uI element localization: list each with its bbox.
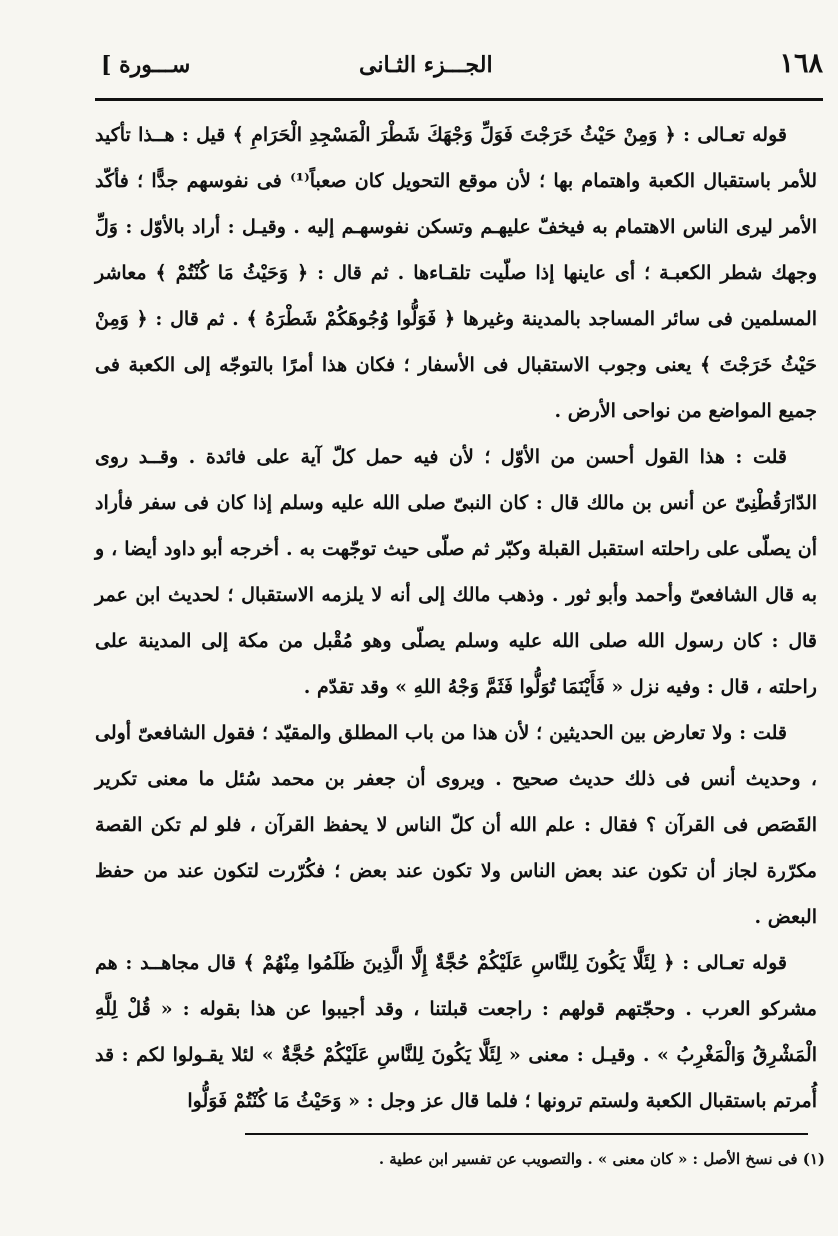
page-number: ١٦٨	[779, 48, 823, 79]
body-text	[95, 112, 817, 1124]
paragraph: قوله تعـالى : ﴿ وَمِنْ حَيْثُ خَرَجْتَ فَوَلِّ وَجْهَكَ شَطْرَ الْمَسْجِدِ الْحَرَامِ ﴾ قيل : هــذا تأكيد للأمر باستقبال الكعبة واهتمام بها ؛ لأن موقع التحويل كان صعباً⁽¹⁾ فى نفوسهم جدًّا ؛ فأكّد الأمر ليرى الناس الاهتمام به فيخفّ عليهـم وتسكن نفوسهـم إليه . وقيـل : أراد بالأوّل : وَلِّ وجهك شطر الكعبـة ؛ أى عاينها إذا صلّيت تلقـاءها . ثم قال : ﴿ وَحَيْثُ مَا كُنْتُمْ ﴾ معاشر المسلمين فى سائر المساجد بالمدينة وغيرها ﴿ فَوَلُّوا وُجُوهَكُمْ شَطْرَهُ ﴾ . ثم قال : ﴿ وَمِنْ حَيْثُ خَرَجْتَ ﴾ يعنى وجوب الاستقبال فى الأسفار ؛ فكان هذا أمرًا بالتوجّه إلى الكعبة فى جميع المواضع من نواحى الأرض .	[95, 124, 817, 422]
part-title: الجـــزء الثـانى	[359, 52, 493, 78]
surah-label: [ ســـورة	[101, 52, 191, 78]
paragraph: قوله تعـالى : ﴿ لِئَلَّا يَكُونَ لِلنَّاسِ عَلَيْكُمْ حُجَّةٌ إِلَّا الَّذِينَ ظَلَمُوا مِنْهُمْ ﴾ قال مجاهــد : هم مشركو العرب . وحجّتهم قولهم : راجعت قبلتنا ، وقد أجيبوا عن هذا بقوله : « قُلْ لِلَّهِ الْمَشْرِقُ وَالْمَغْرِبُ » . وقيـل : معنى « لِئَلَّا يَكُونَ لِلنَّاسِ عَلَيْكُمْ حُجَّةٌ » لئلا يقـولوا لكم : قد أُمرتم باستقبال الكعبة ولستم ترونها ؛ فلما قال عز وجل : « وَحَيْثُ مَا كُنْتُمْ فَوَلُّوا	[95, 952, 817, 1112]
paragraph: قلت : ولا تعارض بين الحديثين ؛ لأن هذا من باب المطلق والمقيّد ؛ فقول الشافعىّ أولى ، وحديث أنس فى ذلك حديث صحيح . ويروى أن جعفر بن محمد سُئل ما معنى تكرير القَصَص فى القرآن ؟ فقال : علم الله أن كلّ الناس لا يحفظ القرآن ، فلو لم تكن القصة مكرّرة لجاز أن تكون عند بعض الناس ولا تكون عند بعض ؛ فكُرّرت لتكون عند من حفظ البعض .	[95, 722, 818, 928]
page	[95, 30, 823, 1210]
header-rule	[95, 98, 823, 101]
page-header	[95, 42, 823, 92]
footnote: (١) فى نسخ الأصل : « كان معنى » . والتصويب عن تفسير ابن عطية .	[378, 1150, 825, 1168]
paragraph: قلت : هذا القول أحسن من الأوّل ؛ لأن فيه حمل كلّ آية على فائدة . وقــد روى الدّارَقُطْنِىّ عن أنس بن مالك قال : كان النبىّ صلى الله عليه وسلم إذا كان فى سفر فأراد أن يصلّى على راحلته استقبل القبلة وكبّر ثم صلّى حيث توجّهت به . أخرجه أبو داود أيضا ، و به قال الشافعىّ وأحمد وأبو ثور . وذهب مالك إلى أنه لا يلزمه الاستقبال ؛ لحديث ابن عمر قال : كان رسول الله صلى الله عليه وسلم يصلّى وهو مُقْبل من مكة إلى المدينة على راحلته ، قال : وفيه نزل « فَأَيْنَمَا تُوَلُّوا فَثَمَّ وَجْهُ اللهِ » وقد تقدّم .	[95, 446, 817, 698]
footnote-rule	[245, 1133, 808, 1135]
